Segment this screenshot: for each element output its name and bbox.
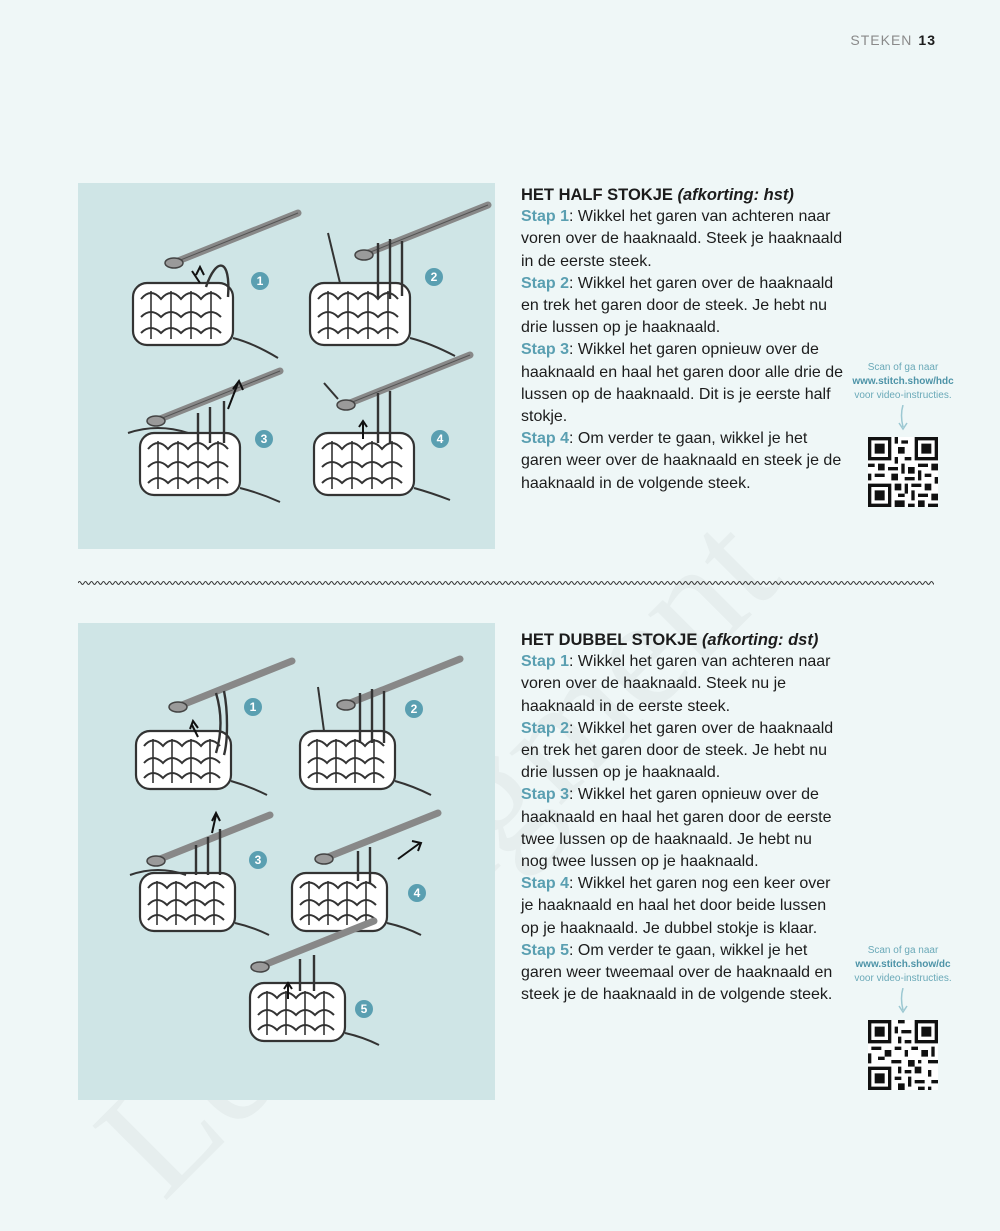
dst-step-3-text: : Wikkel het garen opnieuw over de haaknaald en haal het garen door de eerste twee lussen op de haaknaald. Je hebt nu nog twee lussen op je haaknaald. (521, 786, 832, 871)
section-name: STEKEN (850, 32, 913, 48)
dst-illustrations (78, 623, 495, 1100)
dst-badge-2: 2 (410, 702, 418, 716)
hst-illustration-panel (78, 183, 495, 549)
dst-badge-5: 5 (360, 1002, 368, 1016)
hst-step-4-label: Stap 4 (521, 430, 570, 448)
hst-figure-1 (133, 213, 298, 358)
dst-step-3 (521, 784, 841, 873)
hst-step-1-label: Stap 1 (521, 208, 570, 226)
dst-figure-3 (130, 813, 270, 935)
down-arrow-icon (897, 405, 909, 431)
section-divider (78, 578, 934, 588)
hst-step-1 (521, 206, 851, 273)
hst-step-2 (521, 273, 851, 340)
page-header (850, 32, 936, 48)
hst-figure-2 (310, 205, 488, 356)
dst-step-1-label: Stap 1 (521, 653, 570, 671)
dst-illustration-panel (78, 623, 495, 1100)
hst-step-3-text: : Wikkel het garen opnieuw over de haaknaald en haal het garen door alle drie de lussen op de haaknaald. Dit is je eerste half stokje. (521, 341, 844, 426)
dst-step-5-label: Stap 5 (521, 941, 570, 959)
hst-title-abbr: (afkorting: hst) (677, 186, 794, 204)
hst-qr-line1: Scan of ga naar (867, 362, 939, 373)
dst-figure-5 (250, 921, 379, 1045)
hst-badge-3: 3 (260, 432, 268, 446)
dst-text (521, 629, 841, 1006)
dst-step-2 (521, 718, 841, 785)
dst-step-4-text: : Wikkel het garen nog een keer over je haaknaald en haal het door beide lussen op je haaknaald. Je dubbel stokje is klaar. (521, 875, 831, 937)
dst-qr-line3: voor video-instructies. (854, 973, 952, 984)
hst-step-3-label: Stap 3 (521, 341, 570, 359)
dst-title-main: HET DUBBEL STOKJE (521, 631, 698, 649)
hst-qr-code[interactable] (868, 437, 938, 507)
hst-step-2-text: : Wikkel het garen over de haaknaald en trek het garen door de steek. Je hebt nu drie lussen op je haaknaald. (521, 274, 834, 337)
hst-badge-1: 1 (256, 274, 264, 288)
page-number: 13 (918, 32, 936, 48)
dst-step-5 (521, 940, 841, 1007)
hst-text (521, 184, 851, 495)
down-arrow-icon (897, 988, 909, 1014)
dst-qr-code[interactable] (868, 1020, 938, 1090)
dst-title (521, 629, 841, 651)
hst-figure-4 (314, 355, 470, 500)
hst-qr-line3: voor video-instructies. (854, 390, 952, 401)
hst-step-2-label: Stap 2 (521, 274, 570, 292)
hst-title-main: HET HALF STOKJE (521, 186, 673, 204)
dst-qr-block (838, 944, 968, 1090)
dst-badge-3: 3 (254, 853, 262, 867)
dst-badge-4: 4 (413, 886, 421, 900)
hst-step-3 (521, 339, 851, 428)
dst-step-5-text: : Om verder te gaan, wikkel je het garen weer tweemaal over de haaknaald en steek je de haaknaald in de volgende steek. (521, 941, 833, 1004)
dst-badge-1: 1 (249, 700, 257, 714)
dst-figure-1 (136, 661, 292, 795)
dst-figure-4 (292, 813, 438, 935)
hst-qr-block (838, 361, 968, 507)
hst-badge-2: 2 (430, 270, 438, 284)
dst-step-2-text: : Wikkel het garen over de haaknaald en trek het garen door de steek. Je hebt nu drie lussen op je haaknaald. (521, 719, 834, 782)
dst-step-4 (521, 873, 841, 940)
hst-step-1-text: : Wikkel het garen van achteren naar voren over de haaknaald. Steek je haaknaald in de eerste steek. (521, 208, 843, 270)
dst-qr-line1: Scan of ga naar (867, 945, 939, 956)
dst-step-4-label: Stap 4 (521, 875, 570, 893)
hst-title (521, 184, 851, 206)
hst-step-4 (521, 428, 851, 495)
hst-illustrations (78, 183, 495, 549)
dst-step-3-label: Stap 3 (521, 786, 570, 804)
dst-qr-url[interactable]: www.stitch.show/dc (855, 959, 951, 970)
dst-step-2-label: Stap 2 (521, 719, 570, 737)
dst-step-1 (521, 651, 841, 718)
hst-step-4-text: : Om verder te gaan, wikkel je het garen weer over de haaknaald en steek je de haaknaald in de volgende steek. (521, 430, 842, 492)
dst-figure-2 (300, 659, 460, 795)
dst-title-abbr: (afkorting: dst) (701, 631, 819, 649)
dst-step-1-text: : Wikkel het garen van achteren naar voren over de haaknaald. Steek nu je haaknaald in de eerste steek. (521, 653, 831, 715)
hst-badge-4: 4 (436, 432, 444, 446)
hst-qr-url[interactable]: www.stitch.show/hdc (852, 376, 954, 387)
